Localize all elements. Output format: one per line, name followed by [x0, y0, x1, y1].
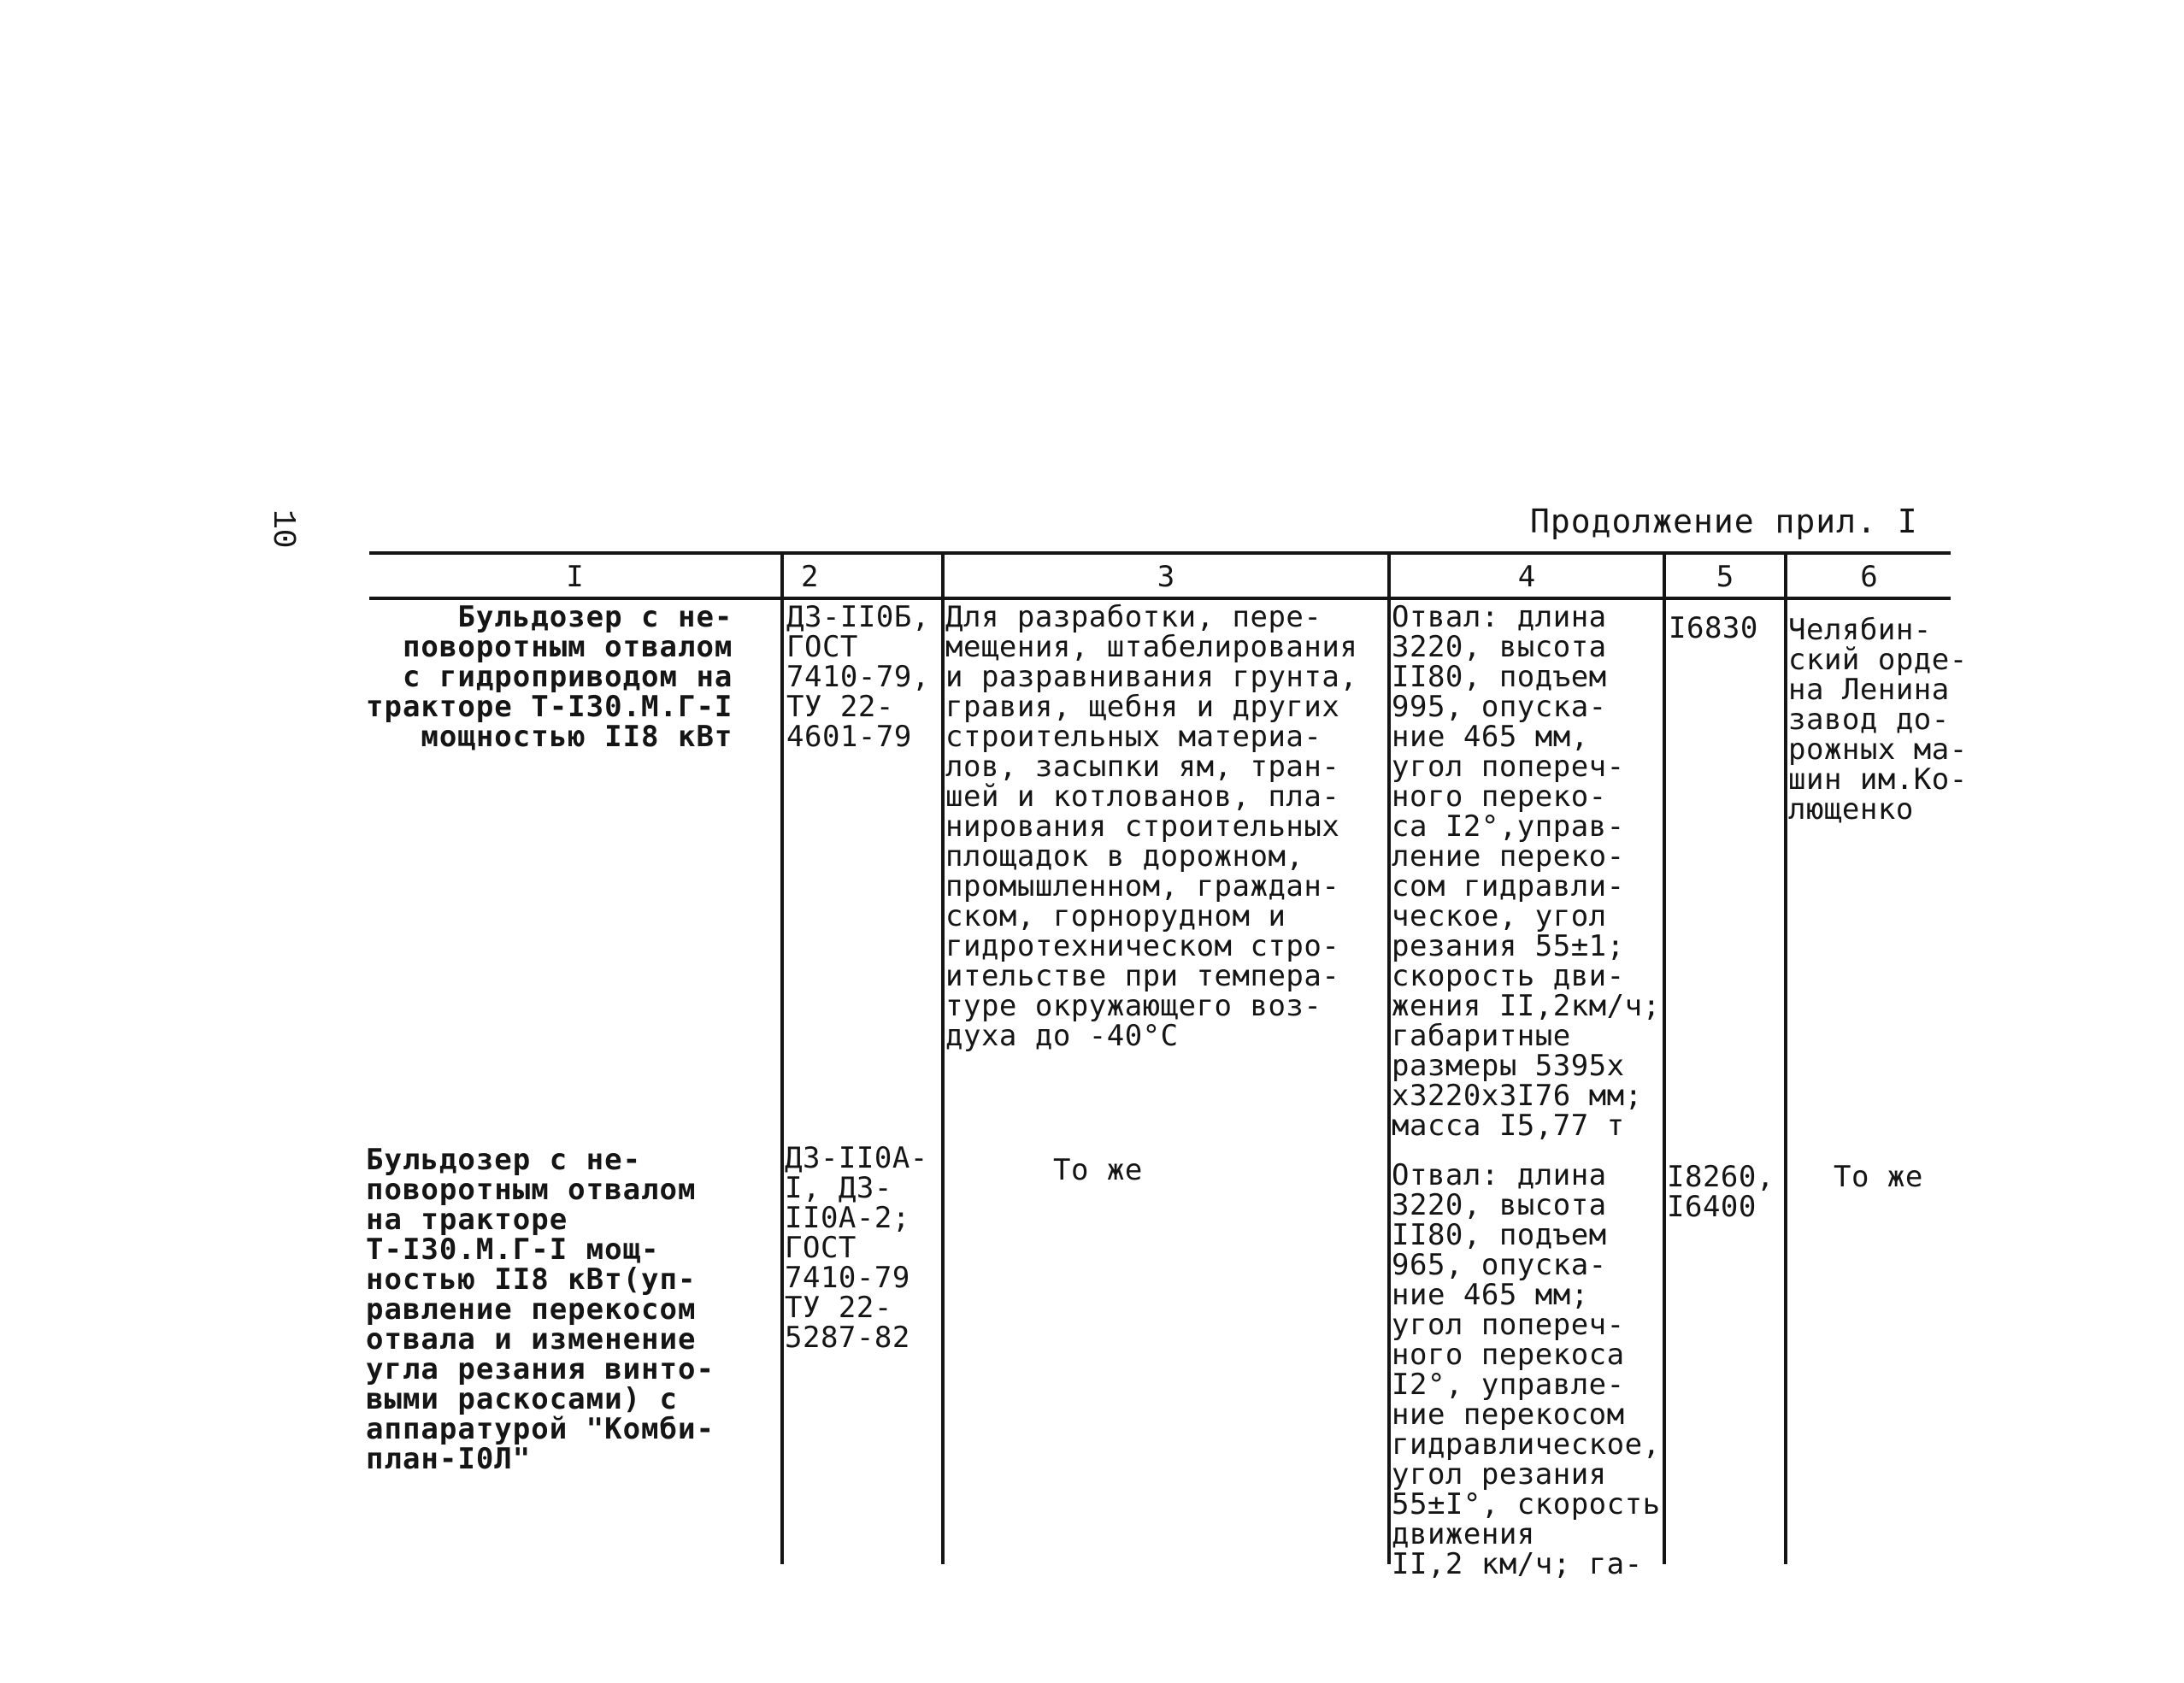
page-number: 10	[264, 509, 301, 549]
column-number-1: I	[566, 560, 584, 594]
column-number-2: 2	[801, 560, 819, 594]
row-2-equipment-name: Бульдозер с не- поворотным отвалом на тракторе Т-I30.М.Г-I мощ- ностью II8 кВт(уп- равление перекосом отвала и изменение угла резания винто- выми раскосами) с аппаратурой "Комби- план-I0Л"	[366, 1143, 715, 1476]
table-top-rule	[369, 551, 1951, 555]
column-divider-1	[780, 551, 784, 1564]
column-divider-5	[1784, 551, 1787, 1564]
row-2-purpose: То же	[1053, 1153, 1143, 1187]
row-2-manufacturer: То же	[1834, 1160, 1923, 1194]
row-1-manufacturer: Челябин- ский орде- на Ленина завод до- рожных ма- шин им.Ко- лющенко	[1788, 613, 1968, 827]
column-divider-4	[1663, 551, 1666, 1564]
row-2-price: I8260, I6400	[1667, 1160, 1775, 1224]
column-number-3: 3	[1157, 560, 1175, 594]
column-number-6: 6	[1860, 560, 1878, 594]
row-2-model-standard: ДЗ-II0А- I, ДЗ- II0А-2; ГОСТ 7410-79 ТУ 22- 5287-82	[785, 1141, 928, 1355]
row-1-price: I6830	[1669, 611, 1758, 645]
row-1-equipment-name: Бульдозер с не- поворотным отвалом с гидроприводом на тракторе Т-I30.М.Г-I мощностью II8 кВт	[366, 600, 733, 754]
column-divider-2	[941, 551, 945, 1564]
column-number-4: 4	[1517, 560, 1536, 594]
row-1-specifications: Отвал: длина 3220, высота II80, подъем 995, опуска- ние 465 мм, угол попереч- ного переко- са I2°,управ- ление переко- сом гидравли- ческое, угол резания 55±1; скорость дви- жения II,2км/ч; габаритные размеры 5395х х3220х3I76 мм; масса I5,77 т	[1392, 600, 1661, 1143]
continuation-caption: Продолжение прил. I	[1530, 503, 1918, 540]
column-divider-3	[1387, 551, 1391, 1564]
row-2-specifications: Отвал: длина 3220, высота II80, подъем 965, опуска- ние 465 мм; угол попереч- ного перекоса I2°, управле- ние перекосом гидравлическое, угол резания 55±I°, скорость движения II,2 км/ч; га-	[1392, 1158, 1661, 1581]
row-1-purpose: Для разработки, пере- мещения, штабелирования и разравнивания грунта, гравия, щебня и других строительных материа- лов, засыпки ям, тран- шей и котлованов, пла- нирования строительных площадок в дорожном, промышленном, граждан- ском, горнорудном и гидротехническом стро- ительстве при темпера- туре окружающего воз- духа до -40°С	[945, 600, 1358, 1053]
column-number-5: 5	[1716, 560, 1734, 594]
row-1-model-standard: ДЗ-II0Б, ГОСТ 7410-79, ТУ 22- 4601-79	[786, 600, 930, 754]
